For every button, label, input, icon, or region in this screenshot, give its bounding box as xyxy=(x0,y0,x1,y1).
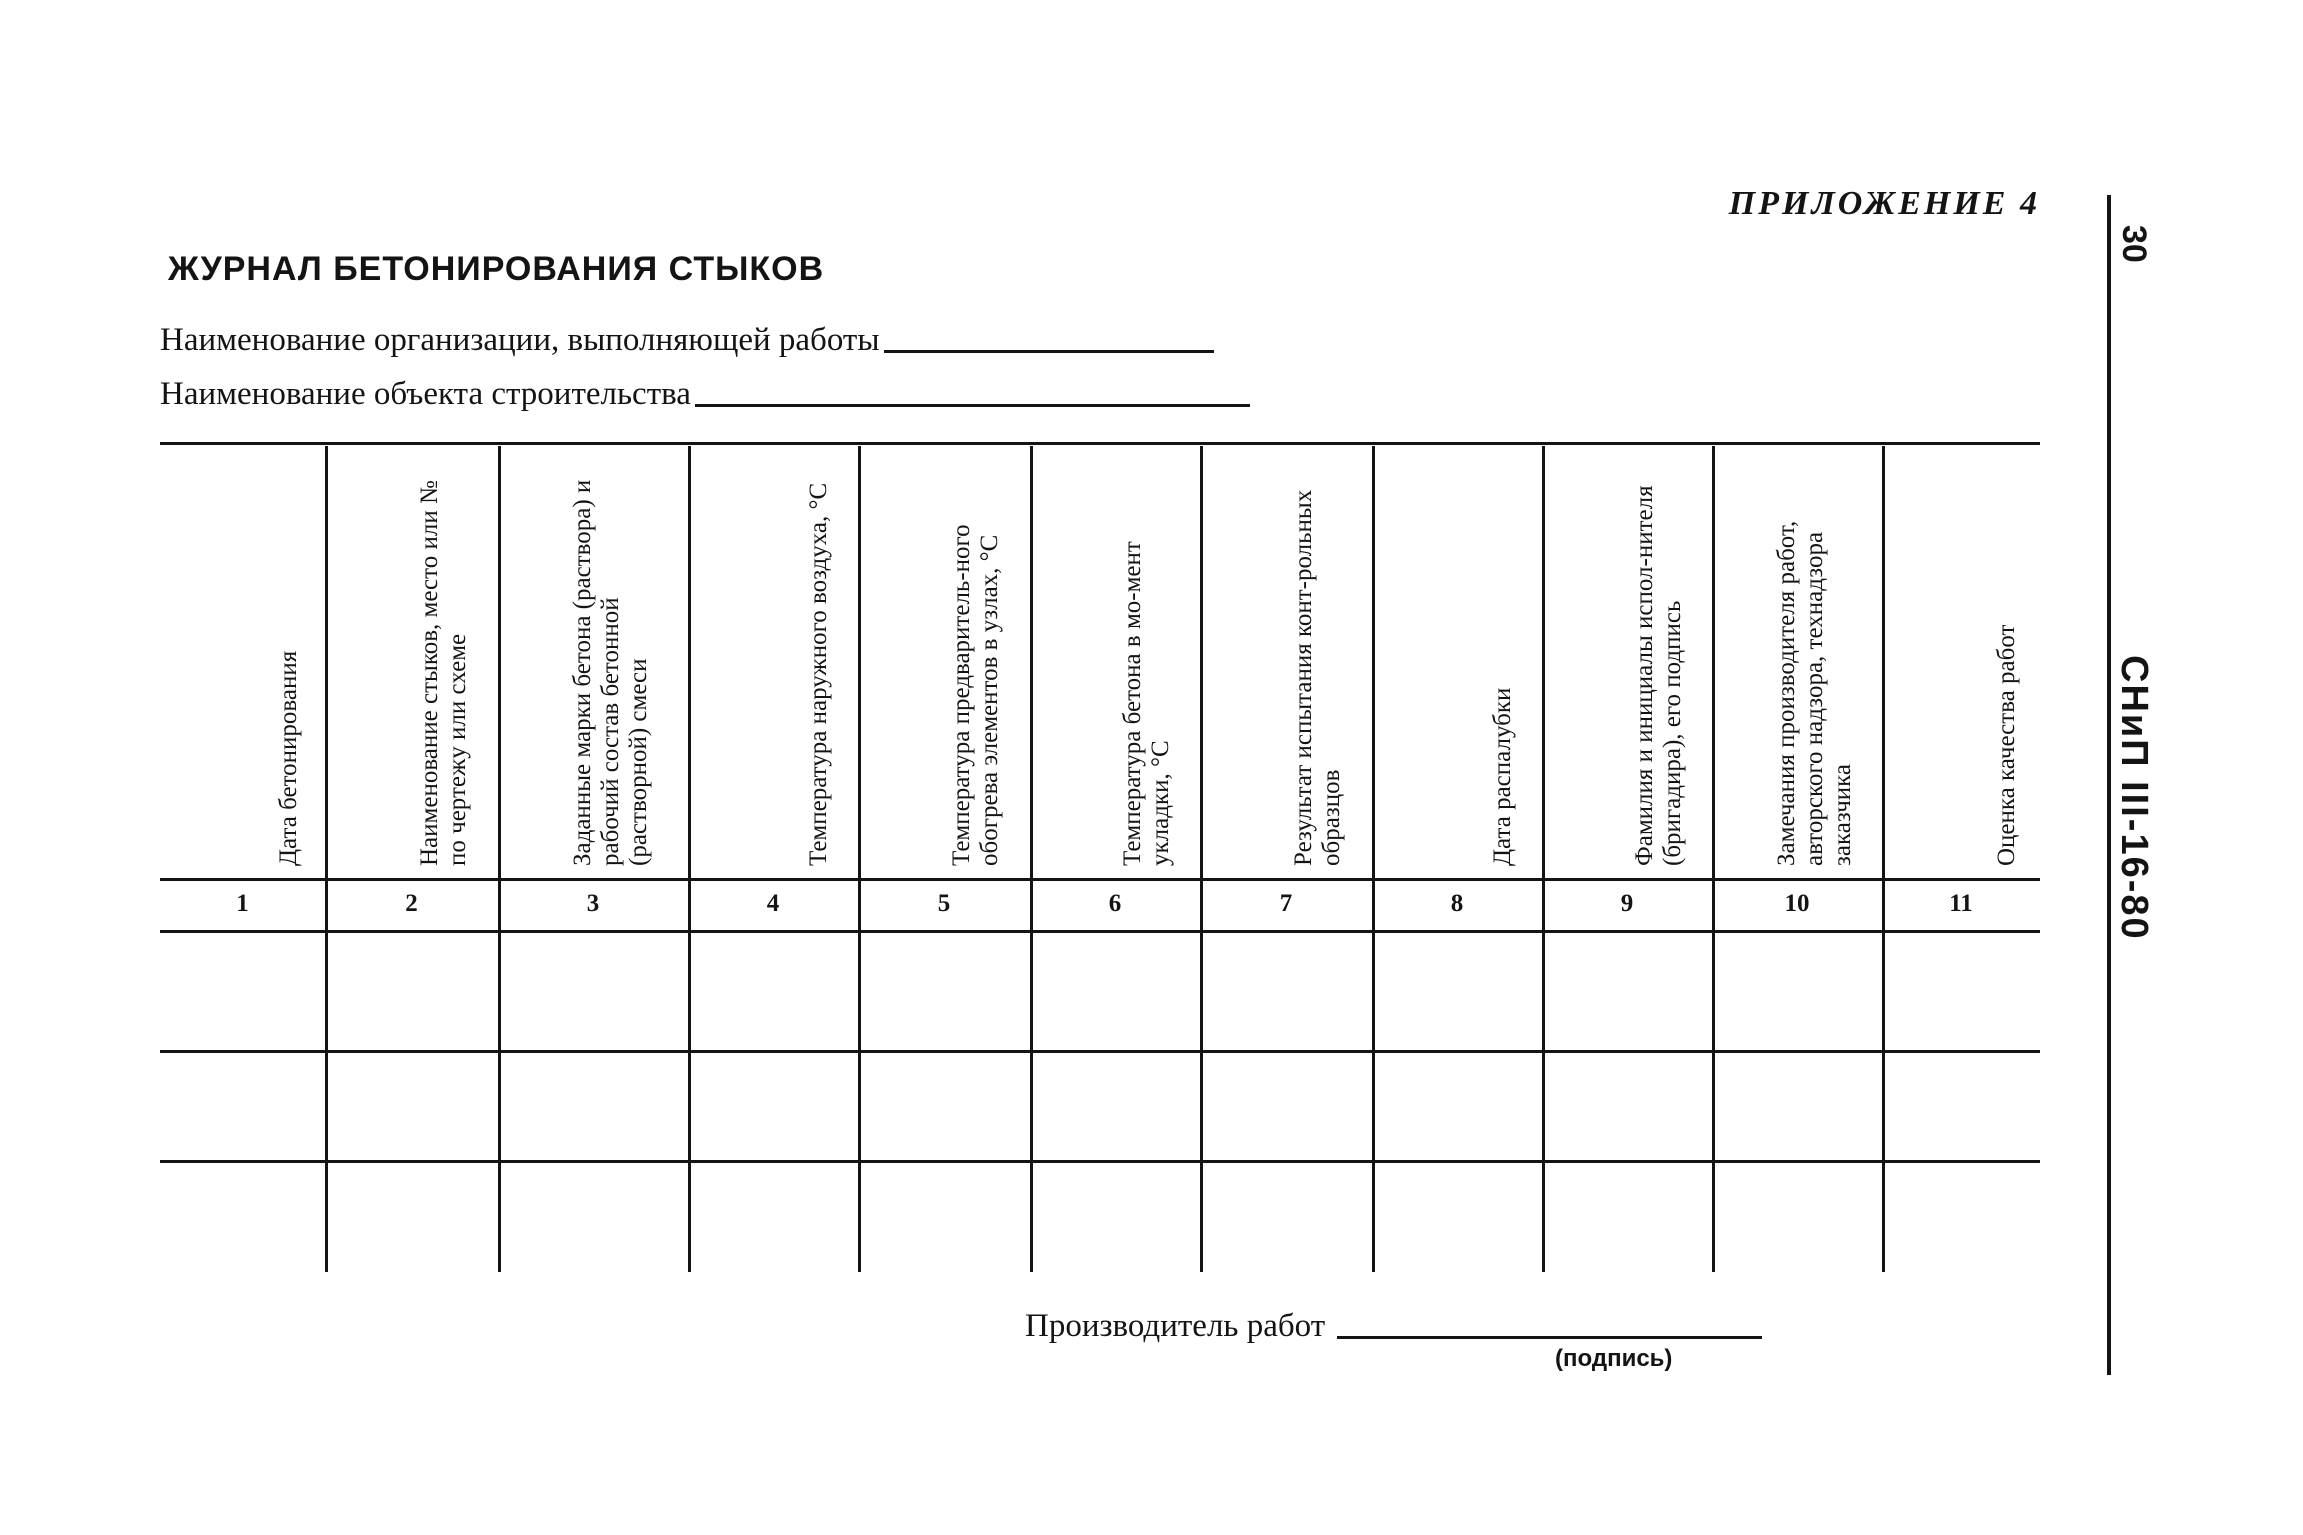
table-cell[interactable] xyxy=(1546,1054,1708,1156)
table-cell[interactable] xyxy=(1376,934,1538,1046)
margin-rule xyxy=(2107,195,2111,1375)
column-number-7: 7 xyxy=(1279,890,1293,917)
table-cell[interactable] xyxy=(692,934,854,1046)
page-number: 30 xyxy=(2115,225,2153,263)
organization-label: Наименование организации, выполняющей работы xyxy=(160,322,880,358)
column-header-8 xyxy=(1372,442,1542,880)
column-header-text: Заданные марки бетона (раствора) и рабочий состав бетонной (растворной) смеси xyxy=(569,479,652,866)
column-number-5: 5 xyxy=(937,890,951,917)
column-header-7 xyxy=(1200,442,1372,880)
table-cell[interactable] xyxy=(1886,934,2036,1046)
table-cell[interactable] xyxy=(692,1164,854,1268)
column-header-text: Результат испытания конт-рольных образцов xyxy=(1290,489,1345,866)
producer-signature-line[interactable] xyxy=(1337,1336,1762,1339)
table-cell[interactable] xyxy=(1376,1054,1538,1156)
column-header-5 xyxy=(858,442,1030,880)
table-cell[interactable] xyxy=(862,1054,1026,1156)
producer-label: Производитель работ xyxy=(1025,1308,1326,1344)
page-title: ЖУРНАЛ БЕТОНИРОВАНИЯ СТЫКОВ xyxy=(168,250,825,288)
organization-input-line[interactable] xyxy=(884,350,1214,353)
column-number-4: 4 xyxy=(766,890,780,917)
table-cell[interactable] xyxy=(1886,1164,2036,1268)
table-cell[interactable] xyxy=(1716,1054,1878,1156)
table-cell[interactable] xyxy=(862,1164,1026,1268)
table-cell[interactable] xyxy=(692,1054,854,1156)
column-header-3 xyxy=(498,442,688,880)
table-cell[interactable] xyxy=(1546,934,1708,1046)
column-number-10: 10 xyxy=(1784,890,1810,917)
table-cell[interactable] xyxy=(164,1164,321,1268)
column-header-text: Оценка качества работ xyxy=(1993,624,2020,866)
column-header-text: Дата бетонирования xyxy=(274,650,302,866)
column-header-text: Температура предваритель-ного обогрева элементов в узлах, °С xyxy=(948,524,1003,866)
object-field xyxy=(160,376,1250,413)
object-label: Наименование объекта строительства xyxy=(160,376,691,412)
table-cell[interactable] xyxy=(1716,1164,1878,1268)
column-number-9: 9 xyxy=(1620,890,1634,917)
column-number-3: 3 xyxy=(586,890,600,917)
table-cell[interactable] xyxy=(1034,934,1196,1046)
table-cell[interactable] xyxy=(1034,1054,1196,1156)
organization-field xyxy=(160,322,1214,359)
table-cell[interactable] xyxy=(1716,934,1878,1046)
table-cell[interactable] xyxy=(502,1054,684,1156)
appendix-label: ПРИЛОЖЕНИЕ 4 xyxy=(1728,185,2040,222)
table-cell[interactable] xyxy=(1886,1054,2036,1156)
document-code: СНиП III-16-80 xyxy=(2113,655,2155,941)
column-header-2 xyxy=(325,442,498,880)
column-header-text: Наименование стыков, место или № по чертежу или схеме xyxy=(415,480,471,866)
column-number-8: 8 xyxy=(1450,890,1464,917)
table-cell[interactable] xyxy=(1034,1164,1196,1268)
column-header-4 xyxy=(688,442,858,880)
table-cell[interactable] xyxy=(1204,1164,1368,1268)
column-header-text: Замечания производителя работ, авторского надзора, технадзора заказчика xyxy=(1773,520,1856,866)
table-cell[interactable] xyxy=(1204,1054,1368,1156)
table-cell[interactable] xyxy=(502,934,684,1046)
column-header-1 xyxy=(160,442,325,880)
table-cell[interactable] xyxy=(1376,1164,1538,1268)
column-header-10 xyxy=(1712,442,1882,880)
signature-caption: (подпись) xyxy=(1555,1345,1673,1372)
column-header-text: Дата распалубки xyxy=(1489,687,1516,866)
column-number-2: 2 xyxy=(405,890,418,917)
column-header-text: Температура наружного воздуха, °С xyxy=(805,482,832,866)
table-cell[interactable] xyxy=(502,1164,684,1268)
table-cell[interactable] xyxy=(1546,1164,1708,1268)
table-cell[interactable] xyxy=(329,934,494,1046)
column-header-11 xyxy=(1882,442,2040,880)
table-cell[interactable] xyxy=(862,934,1026,1046)
producer-field xyxy=(1025,1308,1762,1345)
table-cell[interactable] xyxy=(164,934,321,1046)
column-number-11: 11 xyxy=(1949,890,1973,917)
table-cell[interactable] xyxy=(1204,934,1368,1046)
column-header-9 xyxy=(1542,442,1712,880)
column-number-6: 6 xyxy=(1108,890,1122,917)
table-cell[interactable] xyxy=(329,1054,494,1156)
column-header-6 xyxy=(1030,442,1200,880)
column-number-1: 1 xyxy=(236,890,249,917)
table-cell[interactable] xyxy=(164,1054,321,1156)
column-header-text: Фамилия и инициалы испол-нителя (бригадира), его подпись xyxy=(1631,485,1686,866)
column-header-text: Температура бетона в мо-мент укладки, °С xyxy=(1119,541,1174,866)
table-cell[interactable] xyxy=(329,1164,494,1268)
object-input-line[interactable] xyxy=(695,404,1250,407)
